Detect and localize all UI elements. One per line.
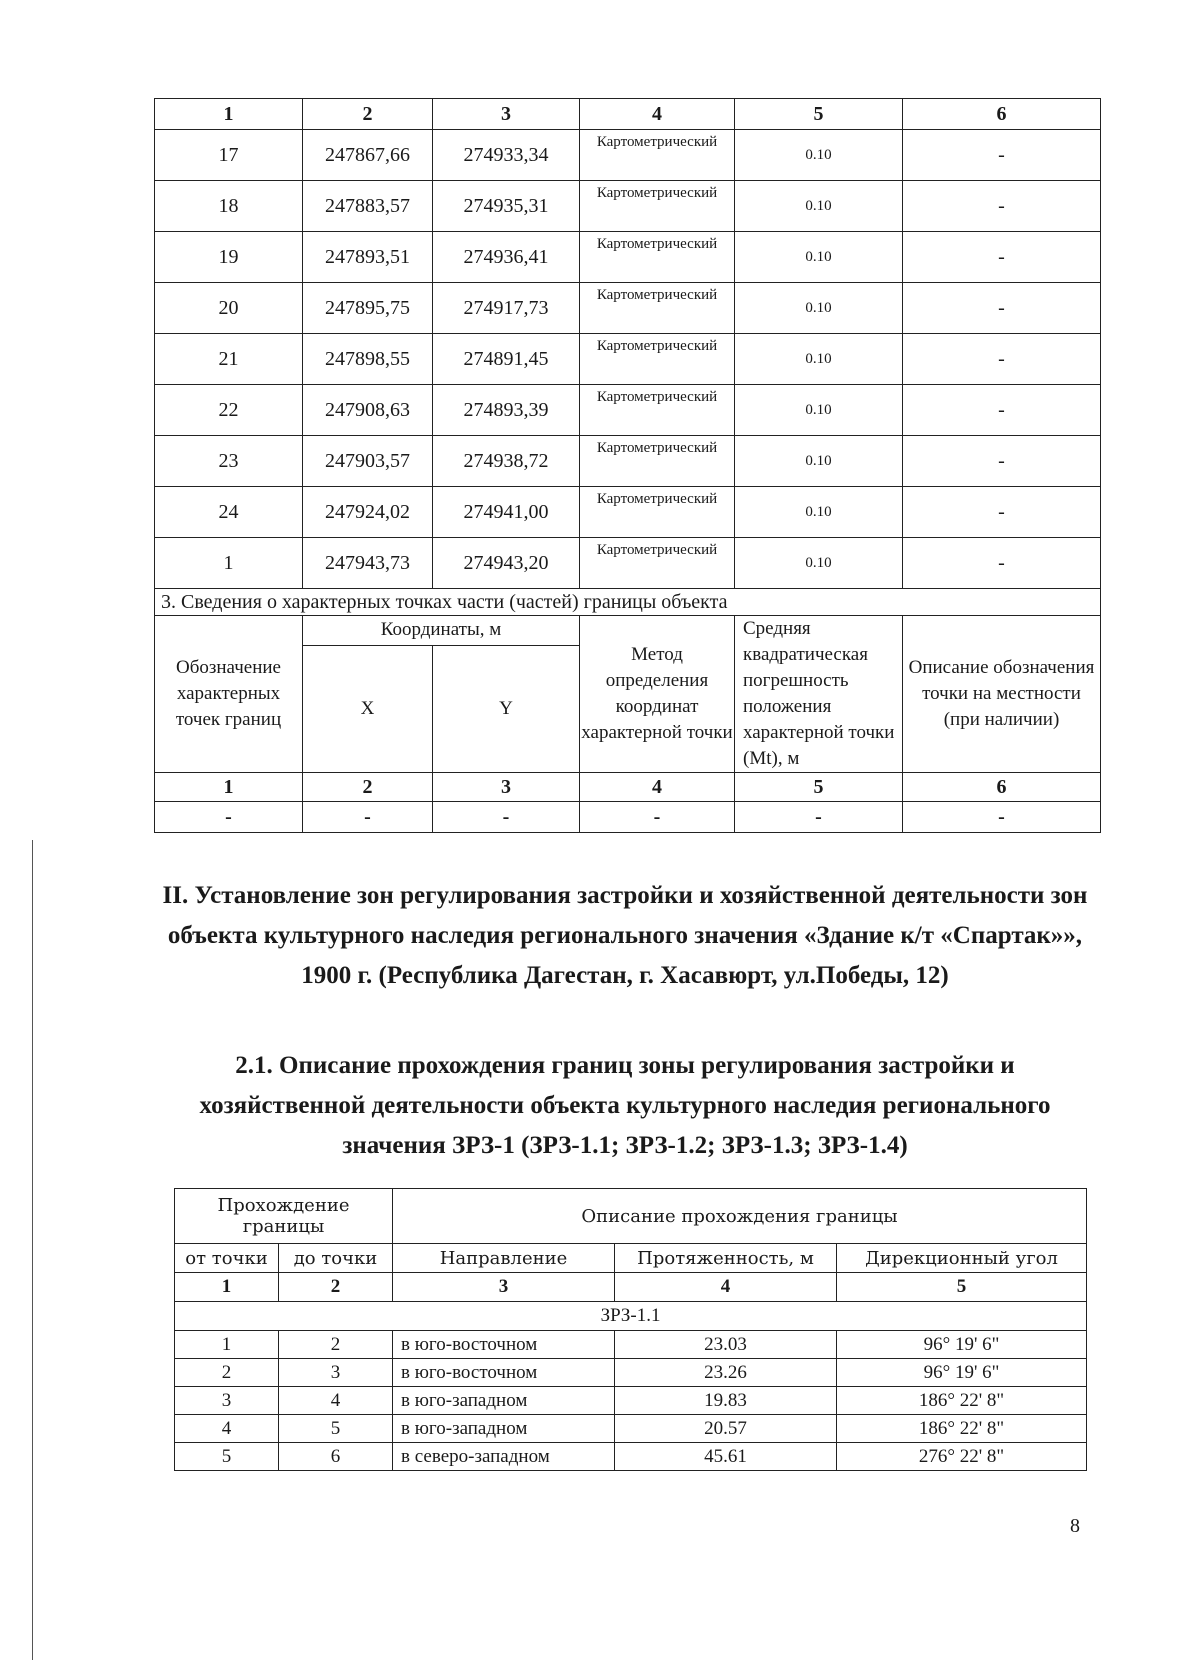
coord-y: 274941,00 [433,487,580,538]
point-description: - [903,283,1101,334]
zone-group-row [175,1302,1087,1331]
coord-y: 274938,72 [433,436,580,487]
table-column-numbers [155,99,1101,130]
method: Картометрический [580,538,735,589]
header-length: Протяженность, м [615,1244,837,1273]
point-id: 21 [155,334,303,385]
table-row [175,1443,1087,1471]
col-number: 2 [303,99,433,130]
coord-y: 274933,34 [433,130,580,181]
header-error: Средняя квадратическая погрешность положения характерной точки (Mt), м [735,616,903,773]
table-row [155,181,1101,232]
from-point: 3 [175,1387,279,1415]
direction: в юго-западном [393,1415,615,1443]
scan-margin-line [32,840,33,1660]
point-description: - [903,385,1101,436]
table-row [175,1331,1087,1359]
angle: 186° 22' 8" [837,1415,1087,1443]
coord-x: 247898,55 [303,334,433,385]
coord-x: 247903,57 [303,436,433,487]
to-point: 2 [279,1331,393,1359]
header-x: X [303,645,433,772]
col-number: 2 [303,773,433,802]
point-description: - [903,232,1101,283]
col-number: 4 [615,1273,837,1302]
coord-x: 247908,63 [303,385,433,436]
point-description: - [903,181,1101,232]
method: Картометрический [580,232,735,283]
point-id: 17 [155,130,303,181]
point-id: 19 [155,232,303,283]
point-description: - [903,538,1101,589]
table-row [155,232,1101,283]
coord-y: 274917,73 [433,283,580,334]
length: 23.03 [615,1331,837,1359]
from-point: 1 [175,1331,279,1359]
col-number: 1 [155,773,303,802]
point-id: 18 [155,181,303,232]
header-point-designation: Обозначение характерных точек границ [155,616,303,773]
table-row [155,130,1101,181]
error-value: 0.10 [735,130,903,181]
coord-y: 274943,20 [433,538,580,589]
point-id: 24 [155,487,303,538]
section-2-1-heading: 2.1. Описание прохождения границ зоны регулирования застройки и хозяйственной деятельности объекта культурного наследия регионального значения ЗРЗ-1 (ЗРЗ-1.1; ЗРЗ-1.2; ЗРЗ-1.3; ЗРЗ-1.4) [199,1052,1051,1159]
point-id: 23 [155,436,303,487]
empty-cell: - [303,802,433,833]
col-number: 4 [580,773,735,802]
col-number: 5 [837,1273,1087,1302]
method: Картометрический [580,334,735,385]
point-description: - [903,130,1101,181]
empty-cell: - [155,802,303,833]
method: Картометрический [580,487,735,538]
empty-cell: - [735,802,903,833]
header-direction: Направление [393,1244,615,1273]
table-row [175,1359,1087,1387]
section-ii-heading: II. Установление зон регулирования застройки и хозяйственной деятельности зон объекта культурного наследия регионального значения «Здание к/т «Спартак»», 1900 г. (Республика Дагестан, г. Хасавюрт, ул.Победы, 12) [162,882,1088,989]
method: Картометрический [580,130,735,181]
error-value: 0.10 [735,487,903,538]
col-number: 4 [580,99,735,130]
empty-cell: - [580,802,735,833]
col-number: 3 [433,773,580,802]
header-angle: Дирекционный угол [837,1244,1087,1273]
table-row [175,1415,1087,1443]
direction: в юго-восточном [393,1331,615,1359]
table-row [155,487,1101,538]
coord-x: 247867,66 [303,130,433,181]
from-point: 4 [175,1415,279,1443]
header-coordinates: Координаты, м [303,616,580,646]
col-number: 2 [279,1273,393,1302]
angle: 186° 22' 8" [837,1387,1087,1415]
to-point: 3 [279,1359,393,1387]
coord-x: 247895,75 [303,283,433,334]
zone-group-label: ЗРЗ-1.1 [175,1302,1087,1331]
section-3-empty-row [155,802,1101,833]
table-header-row [175,1189,1087,1244]
col-number: 5 [735,773,903,802]
empty-cell: - [903,802,1101,833]
col-number: 6 [903,773,1101,802]
header-passage: Прохождение границы [175,1189,393,1244]
error-value: 0.10 [735,181,903,232]
point-description: - [903,487,1101,538]
section-3-title-row [155,589,1101,616]
col-number: 6 [903,99,1101,130]
to-point: 4 [279,1387,393,1415]
point-id: 1 [155,538,303,589]
col-number: 3 [433,99,580,130]
from-point: 2 [175,1359,279,1387]
header-y: Y [433,645,580,772]
empty-cell: - [433,802,580,833]
table-row [155,436,1101,487]
coord-x: 247924,02 [303,487,433,538]
error-value: 0.10 [735,436,903,487]
to-point: 6 [279,1443,393,1471]
error-value: 0.10 [735,232,903,283]
point-description: - [903,436,1101,487]
section-3-column-numbers [155,773,1101,802]
coord-y: 274936,41 [433,232,580,283]
table-row [155,385,1101,436]
header-description: Описание обозначения точки на местности (при наличии) [903,616,1101,773]
angle: 276° 22' 8" [837,1443,1087,1471]
header-from-point: от точки [175,1244,279,1273]
col-number: 3 [393,1273,615,1302]
error-value: 0.10 [735,385,903,436]
col-number: 5 [735,99,903,130]
length: 23.26 [615,1359,837,1387]
method: Картометрический [580,385,735,436]
direction: в юго-западном [393,1387,615,1415]
header-description: Описание прохождения границы [393,1189,1087,1244]
table-row [155,334,1101,385]
length: 19.83 [615,1387,837,1415]
coord-x: 247883,57 [303,181,433,232]
to-point: 5 [279,1415,393,1443]
error-value: 0.10 [735,538,903,589]
header-to-point: до точки [279,1244,393,1273]
col-number: 1 [155,99,303,130]
col-number: 1 [175,1273,279,1302]
section-3-title: 3. Сведения о характерных точках части (частей) границы объекта [155,589,1101,616]
table-column-numbers [175,1273,1087,1302]
method: Картометрический [580,436,735,487]
angle: 96° 19' 6" [837,1331,1087,1359]
length: 45.61 [615,1443,837,1471]
table-row [155,283,1101,334]
length: 20.57 [615,1415,837,1443]
method: Картометрический [580,283,735,334]
header-method: Метод определения координат характерной точки [580,616,735,773]
coord-y: 274935,31 [433,181,580,232]
coord-y: 274891,45 [433,334,580,385]
error-value: 0.10 [735,283,903,334]
coord-x: 247943,73 [303,538,433,589]
from-point: 5 [175,1443,279,1471]
coord-x: 247893,51 [303,232,433,283]
table-row [155,538,1101,589]
zone-boundary-table [174,1188,1087,1471]
boundary-points-table [154,98,1101,833]
page-number: 8 [1070,1515,1080,1537]
point-description: - [903,334,1101,385]
direction: в северо-западном [393,1443,615,1471]
method: Картометрический [580,181,735,232]
point-id: 20 [155,283,303,334]
error-value: 0.10 [735,334,903,385]
section-3-header-row [155,616,1101,646]
angle: 96° 19' 6" [837,1359,1087,1387]
direction: в юго-восточном [393,1359,615,1387]
table-row [175,1387,1087,1415]
point-id: 22 [155,385,303,436]
coord-y: 274893,39 [433,385,580,436]
